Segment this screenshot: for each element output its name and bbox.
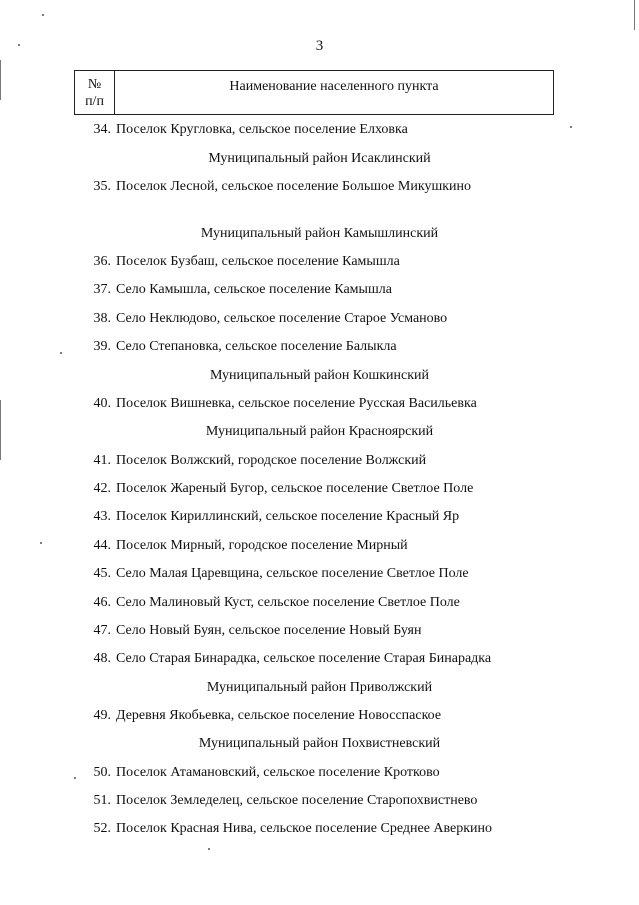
item-number: 46. bbox=[93, 595, 111, 610]
item-text: Поселок Вишневка, сельское поселение Русская Васильевка bbox=[116, 396, 477, 411]
district-heading: Муниципальный район Приволжский bbox=[206, 680, 433, 695]
item-text: Поселок Лесной, сельское поселение Большое Микушкино bbox=[116, 179, 472, 194]
table-header bbox=[74, 70, 554, 115]
item-number: 45. bbox=[93, 566, 111, 581]
district-heading: Муниципальный район Похвистневский bbox=[198, 736, 441, 751]
item-text: Село Малая Царевщина, сельское поселение Светлое Поле bbox=[116, 566, 469, 581]
item-text: Поселок Земледелец, сельское поселение Старопохвистнево bbox=[116, 793, 478, 808]
item-number: 36. bbox=[93, 254, 111, 269]
item-text: Поселок Бузбаш, сельское поселение Камышла bbox=[116, 254, 400, 269]
item-text: Село Новый Буян, сельское поселение Новый Буян bbox=[116, 623, 422, 638]
scan-edge-line bbox=[0, 400, 1, 460]
item-number: 42. bbox=[93, 481, 111, 496]
item-text: Деревня Якобьевка, сельское поселение Новосспаское bbox=[116, 708, 442, 723]
scan-speck bbox=[74, 777, 76, 779]
scan-edge-line bbox=[634, 0, 635, 30]
item-number: 50. bbox=[93, 765, 111, 780]
item-number: 34. bbox=[93, 122, 111, 137]
item-text: Поселок Жареный Бугор, сельское поселение Светлое Поле bbox=[116, 481, 474, 496]
scan-speck bbox=[18, 44, 20, 46]
item-number: 48. bbox=[93, 651, 111, 666]
scan-speck bbox=[570, 126, 572, 128]
header-number-column bbox=[75, 71, 115, 114]
item-number: 41. bbox=[93, 453, 111, 468]
item-text: Поселок Кругловка, сельское поселение Елховка bbox=[116, 122, 408, 137]
district-heading: Муниципальный район Красноярский bbox=[205, 424, 434, 439]
header-number-abbrev: п/п bbox=[85, 94, 104, 109]
scan-speck bbox=[42, 14, 44, 16]
item-text: Село Старая Бинарадка, сельское поселение Старая Бинарадка bbox=[116, 651, 492, 666]
item-number: 35. bbox=[93, 179, 111, 194]
item-text: Поселок Мирный, городское поселение Мирный bbox=[116, 538, 408, 553]
scan-speck bbox=[208, 848, 210, 850]
item-number: 43. bbox=[93, 509, 111, 524]
district-heading: Муниципальный район Камышлинский bbox=[200, 226, 439, 241]
item-number: 39. bbox=[93, 339, 111, 354]
header-number-symbol: № bbox=[87, 77, 102, 92]
item-number: 37. bbox=[93, 282, 111, 297]
scan-speck bbox=[60, 352, 62, 354]
item-number: 47. bbox=[93, 623, 111, 638]
item-number: 38. bbox=[93, 311, 111, 326]
item-number: 40. bbox=[93, 396, 111, 411]
item-number: 49. bbox=[93, 708, 111, 723]
item-text: Поселок Кириллинский, сельское поселение Красный Яр bbox=[116, 509, 460, 524]
item-text: Село Малиновый Куст, сельское поселение Светлое Поле bbox=[116, 595, 460, 610]
scan-edge-line bbox=[0, 60, 1, 100]
scan-speck bbox=[40, 542, 42, 544]
page-number: 3 bbox=[315, 38, 324, 54]
district-heading: Муниципальный район Кошкинский bbox=[209, 368, 430, 383]
item-text: Село Степановка, сельское поселение Балыкла bbox=[116, 339, 397, 354]
item-text: Поселок Атамановский, сельское поселение Кротково bbox=[116, 765, 440, 780]
item-number: 44. bbox=[93, 538, 111, 553]
district-heading: Муниципальный район Исаклинский bbox=[208, 151, 431, 166]
item-text: Поселок Красная Нива, сельское поселение Среднее Аверкино bbox=[116, 821, 493, 836]
item-text: Поселок Волжский, городское поселение Волжский bbox=[116, 453, 427, 468]
header-name-column: Наименование населенного пункта bbox=[229, 79, 439, 94]
item-number: 52. bbox=[93, 821, 111, 836]
item-text: Село Неклюдово, сельское поселение Старое Усманово bbox=[116, 311, 448, 326]
item-number: 51. bbox=[93, 793, 111, 808]
item-text: Село Камышла, сельское поселение Камышла bbox=[116, 282, 392, 297]
